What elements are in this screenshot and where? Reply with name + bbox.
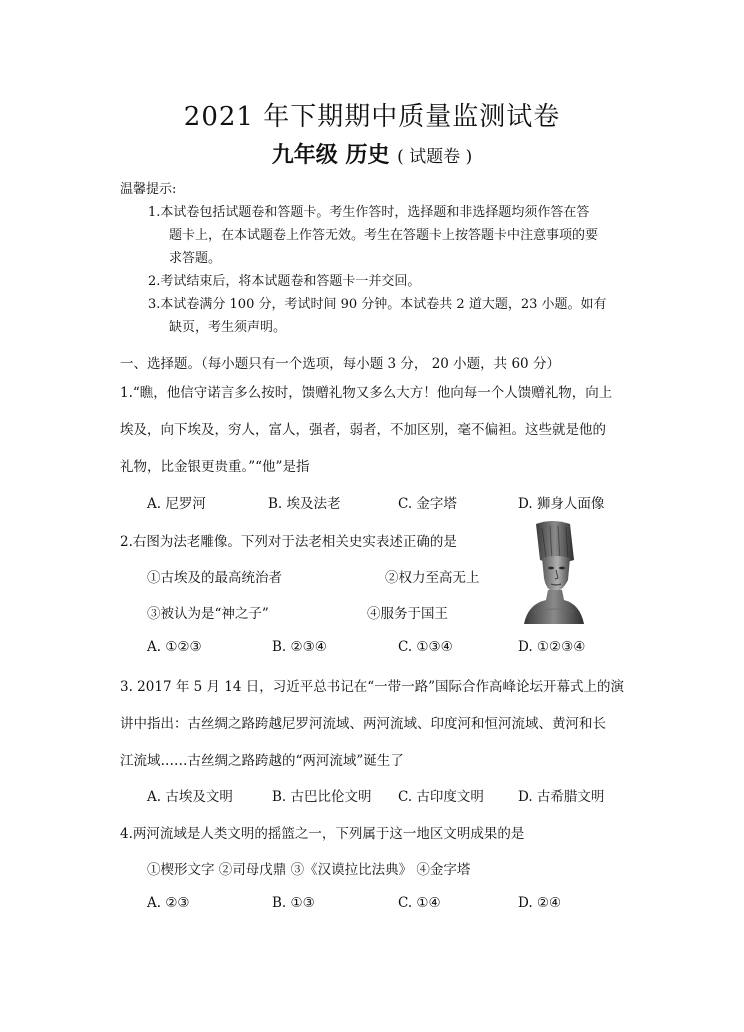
notice-line: 求答题。 <box>169 251 222 266</box>
question-3-option-d: D. 古希腊文明 <box>518 789 605 805</box>
question-1-option-c: C. 金字塔 <box>398 496 457 512</box>
question-2-item: ④服务于国王 <box>367 606 448 622</box>
question-4-option-a: A. ②③ <box>147 895 190 911</box>
question-4-stem: 4.两河流域是人类文明的摇篮之一，下列属于这一地区文明成果的是 <box>120 826 525 842</box>
paper-type-label: ( 试题卷 ) <box>397 147 473 167</box>
exam-title: 2021 年下期期中质量监测试卷 <box>183 102 561 132</box>
subject-label: 九年级 历史 <box>271 142 390 168</box>
notice-line: 缺页，考生须声明。 <box>169 320 287 335</box>
question-2-item: ①古埃及的最高统治者 <box>147 570 282 586</box>
question-3-line: 江流域……古丝绸之路跨越的“两河流域”诞生了 <box>120 753 404 769</box>
question-4-option-c: C. ①④ <box>398 895 441 911</box>
notice-line: 2.考试结束后，将本试题卷和答题卡一并交回。 <box>148 274 421 289</box>
question-2-stem: 2.右图为法老雕像。下列对于法老相关史实表述正确的是 <box>120 534 457 550</box>
question-1-option-d: D. 狮身人面像 <box>518 496 605 512</box>
question-3-line: 3. 2017 年 5 月 14 日，习近平总书记在“一带一路”国际合作高峰论坛开幕式上的演 <box>120 679 625 695</box>
notice-line: 题卡上，在本试题卷上作答无效。考生在答题卡上按答题卡中注意事项的要 <box>169 228 599 243</box>
section-heading: 一、选择题。（每小题只有一个选项，每小题 3 分， 20 小题，共 60 分） <box>120 356 560 372</box>
question-4-option-b: B. ①③ <box>272 895 315 911</box>
question-1-line: 1.“瞧，他信守诺言多么按时，馈赠礼物又多么大方！他向每一个人馈赠礼物，向上 <box>120 385 613 401</box>
question-2-option-b: B. ②③④ <box>272 639 327 655</box>
question-3-line: 讲中指出：古丝绸之路跨越尼罗河流域、两河流域、印度河和恒河流域、黄河和长 <box>120 716 606 732</box>
question-2-item: ③被认为是“神之子” <box>147 606 269 622</box>
notice-line: 3.本试卷满分 100 分，考试时间 90 分钟。本试卷共 2 道大题，23 小题。如有 <box>148 297 607 312</box>
question-1-line: 礼物，比金银更贵重。”“他”是指 <box>120 459 310 475</box>
question-2-option-a: A. ①②③ <box>147 639 202 655</box>
notice-line: 1.本试卷包括试题卷和答题卡。考生作答时，选择题和非选择题均须作答在答 <box>148 205 590 220</box>
notice-heading: 温馨提示: <box>120 182 177 197</box>
question-1-line: 埃及，向下埃及，穷人，富人，强者，弱者，不加区别，毫不偏袒。这些就是他的 <box>120 422 606 438</box>
exam-subtitle <box>0 138 744 169</box>
question-3-option-c: C. 古印度文明 <box>398 789 484 805</box>
question-4-option-d: D. ②④ <box>518 895 562 911</box>
question-3-option-a: A. 古埃及文明 <box>147 789 233 805</box>
question-2-item: ②权力至高无上 <box>385 570 480 586</box>
pharaoh-statue-image <box>522 520 586 624</box>
question-2-option-c: C. ①③④ <box>398 639 453 655</box>
question-2-option-d: D. ①②③④ <box>518 639 586 655</box>
question-1-option-a: A. 尼罗河 <box>147 496 206 512</box>
question-3-option-b: B. 古巴比伦文明 <box>272 789 372 805</box>
question-1-option-b: B. 埃及法老 <box>268 496 341 512</box>
question-4-items: ①楔形文字 ②司母戊鼎 ③《汉谟拉比法典》 ④金字塔 <box>147 862 471 878</box>
